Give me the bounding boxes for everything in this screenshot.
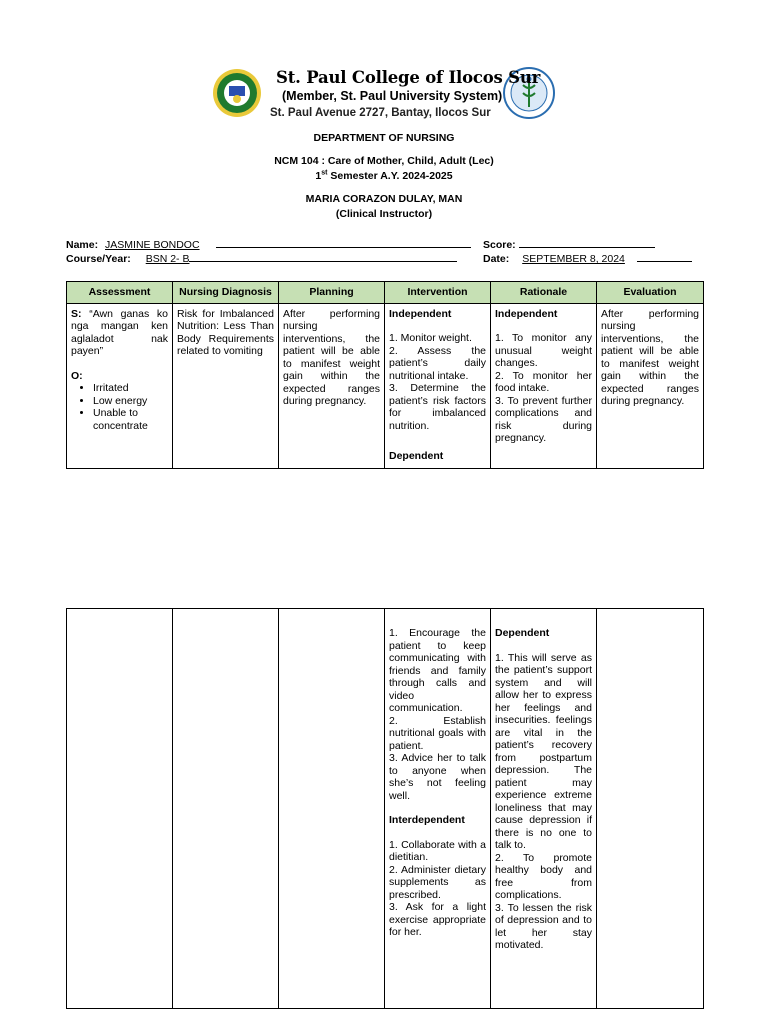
list-item: 2. Administer dietary supplements as prescribed. xyxy=(389,863,486,901)
rationale-cell xyxy=(491,609,597,1009)
assessment-cell xyxy=(67,609,173,1009)
intervention-cell xyxy=(385,303,491,468)
list-item: 3. Advice her to talk to anyone when she’s not feeling well. xyxy=(389,752,486,802)
planning-cell: After performing nursing interventions, the patient will be able to manifest weight gain within the expected ranges during pregnancy. xyxy=(279,303,385,468)
list-item: 3. Ask for a light exercise appropriate for her. xyxy=(389,901,486,938)
name-field: Name: JASMINE BONDOC xyxy=(66,237,471,252)
list-item: 1. Monitor weight. xyxy=(389,332,472,344)
course-year-field: Course/Year: BSN 2- B xyxy=(66,251,457,266)
list-item: 1. This will serve as the patient’s support system and will allow her to express her feelings and insecurities. feelings are vital in the patient’s recovery from postpartum depression. The patient may experience extreme loneliness that may cause depression if there is no one to talk to. xyxy=(495,651,592,851)
college-address: St. Paul Avenue 2727, Bantay, Ilocos Sur xyxy=(270,107,491,119)
evaluation-cell: After performing nursing interventions, the patient will be able to manifest weight gain within the expected ranges during pregnancy. xyxy=(597,303,704,468)
diagnosis-cell xyxy=(173,609,279,1009)
list-item: • Unable to concentrate xyxy=(93,407,168,432)
objective-list xyxy=(71,382,168,432)
table-header-row xyxy=(67,282,704,304)
list-item: 1. Collaborate with a dietitian. xyxy=(389,838,486,863)
semester-line: 1st Semester A.Y. 2024-2025 xyxy=(315,169,453,182)
table-row xyxy=(67,609,704,1009)
name-value: JASMINE BONDOC xyxy=(105,239,200,251)
rationale-heading: Dependent xyxy=(495,627,550,639)
header-nursing-diagnosis: Nursing Diagnosis xyxy=(173,282,279,304)
list-item: 2. To promote healthy body and free from complications. xyxy=(495,851,592,901)
subjective-data: S: “Awn ganas ko nga mangan ken aglaladot nak payen” xyxy=(71,307,169,357)
course-year-value: BSN 2- B xyxy=(145,253,190,265)
list-item: 3. Determine the patient’s risk factors for imbalanced nutrition. xyxy=(389,382,486,432)
planning-cell xyxy=(279,609,385,1009)
list-item: 2. Establish nutritional goals with patient. xyxy=(389,714,486,752)
list-item: 2. To monitor her food intake. xyxy=(495,369,592,394)
course-title: NCM 104 : Care of Mother, Child, Adult (Lec) xyxy=(274,155,494,167)
care-plan-table xyxy=(66,281,704,469)
header-evaluation: Evaluation xyxy=(597,282,704,304)
assessment-cell xyxy=(67,303,173,468)
date-field: Date: SEPTEMBER 8, 2024 xyxy=(483,251,692,266)
college-seal-icon xyxy=(212,68,262,118)
instructor-role: (Clinical Instructor) xyxy=(335,208,433,220)
college-membership: (Member, St. Paul University System) xyxy=(282,89,503,103)
header-planning: Planning xyxy=(279,282,385,304)
list-item: 3. To prevent further complications and risk during pregnancy. xyxy=(495,394,592,444)
rationale-cell xyxy=(491,303,597,468)
rationale-heading: Independent xyxy=(495,307,558,320)
header-rationale: Rationale xyxy=(491,282,597,304)
list-item: 1. To monitor any unusual weight changes. xyxy=(495,332,592,369)
table-row xyxy=(67,303,704,468)
list-item: 1. Encourage the patient to keep communicating with friends and family through calls and video communication. xyxy=(389,627,486,714)
department-title: DEPARTMENT OF NURSING xyxy=(313,132,455,144)
intervention-cell xyxy=(385,609,491,1009)
score-field: Score: xyxy=(483,237,655,252)
dependent-heading: Dependent xyxy=(389,450,444,462)
intervention-heading: Independent xyxy=(389,307,452,320)
objective-label: O: xyxy=(71,369,83,382)
list-item: 3. To lessen the risk of depression and to let her stay motivated. xyxy=(495,901,592,951)
interdependent-heading: Interdependent xyxy=(389,814,465,826)
header-assessment: Assessment xyxy=(67,282,173,304)
diagnosis-cell: Risk for Imbalanced Nutrition: Less Than Body Requirements related to vomiting xyxy=(173,303,279,468)
instructor-name: MARIA CORAZON DULAY, MAN xyxy=(305,193,463,205)
list-item: • Irritated xyxy=(93,382,168,395)
list-item: • Low energy xyxy=(93,395,168,408)
college-name: St. Paul College of Ilocos Sur xyxy=(276,68,541,87)
list-item: 2. Assess the patient’s daily nutritional intake. xyxy=(389,344,486,382)
evaluation-cell xyxy=(597,609,704,1009)
date-value: SEPTEMBER 8, 2024 xyxy=(522,253,625,265)
care-plan-table-continued xyxy=(66,608,704,1009)
header-intervention: Intervention xyxy=(385,282,491,304)
